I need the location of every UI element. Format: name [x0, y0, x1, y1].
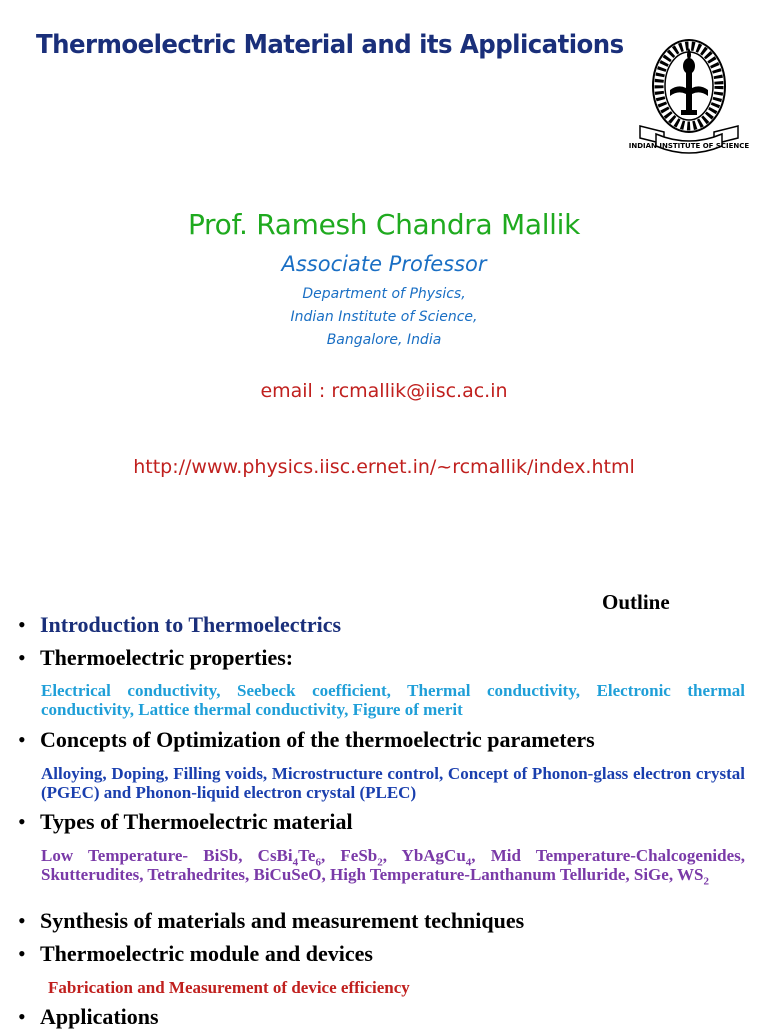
outline-item-label: Applications [40, 1004, 159, 1029]
outline-item-label: Thermoelectric module and devices [40, 941, 373, 966]
outline-item-types [18, 809, 353, 835]
outline-item-label: Introduction to Thermoelectrics [40, 612, 342, 637]
bullet-icon: • [18, 727, 26, 752]
affiliation-department: Department of Physics, [302, 286, 466, 302]
author-position: Associate Professor [281, 252, 487, 276]
bullet-icon: • [18, 645, 26, 670]
outline-subtext-optimization: Alloying, Doping, Filling voids, Microstructure control, Concept of Phonon-glass electron crystal (PGEC) and Phonon-liquid electron crystal (PLEC) [41, 764, 745, 802]
outline-heading: Outline [602, 590, 670, 614]
outline-item-module [18, 941, 373, 967]
outline-item-properties [18, 645, 293, 671]
iisc-seal-icon [626, 30, 752, 156]
outline-subtext-module: Fabrication and Measurement of device efficiency [48, 978, 410, 997]
homepage-link[interactable]: http://www.physics.iisc.ernet.in/~rcmallik/index.html [133, 456, 635, 478]
outline-item-applications [18, 1004, 159, 1030]
author-name: Prof. Ramesh Chandra Mallik [187, 208, 581, 241]
outline-item-optimization [18, 727, 595, 753]
bullet-icon: • [18, 809, 26, 834]
slide-title: Thermoelectric Material and its Applications [36, 30, 624, 60]
bullet-icon: • [18, 908, 26, 933]
outline-item-label: Concepts of Optimization of the thermoelectric parameters [40, 727, 595, 752]
bullet-icon: • [18, 1004, 26, 1029]
email-address[interactable]: email : rcmallik@iisc.ac.in [260, 380, 508, 402]
bullet-icon: • [18, 941, 26, 966]
affiliation-institute: Indian Institute of Science, [290, 309, 478, 325]
seal-banner-text: INDIAN INSTITUTE OF SCIENCE [628, 142, 750, 150]
outline-subtext-types: Low Temperature- BiSb, $CsBi_4Te_6$, FeSb$_2$, YbAgCu$_4$, Mid Temperature-Chalcogenides, Skutterudites, Tetrahedrites, BiCuSeO, High Temperature-Lanthanum Telluride, SiGe, $WS_2$ [41, 846, 745, 888]
outline-item-synthesis [18, 908, 524, 934]
outline-item-label: Types of Thermoelectric material [40, 809, 353, 834]
outline-item-label: Synthesis of materials and measurement techniques [40, 908, 525, 933]
bullet-icon: • [18, 612, 26, 637]
affiliation-city: Bangalore, India [326, 332, 442, 348]
outline-item-introduction [18, 612, 341, 638]
outline-item-label: Thermoelectric properties: [40, 645, 294, 670]
outline-subtext-properties: Electrical conductivity, Seebeck coefficient, Thermal conductivity, Electronic thermal conductivity, Lattice thermal conductivity, Figure of merit [41, 681, 745, 719]
